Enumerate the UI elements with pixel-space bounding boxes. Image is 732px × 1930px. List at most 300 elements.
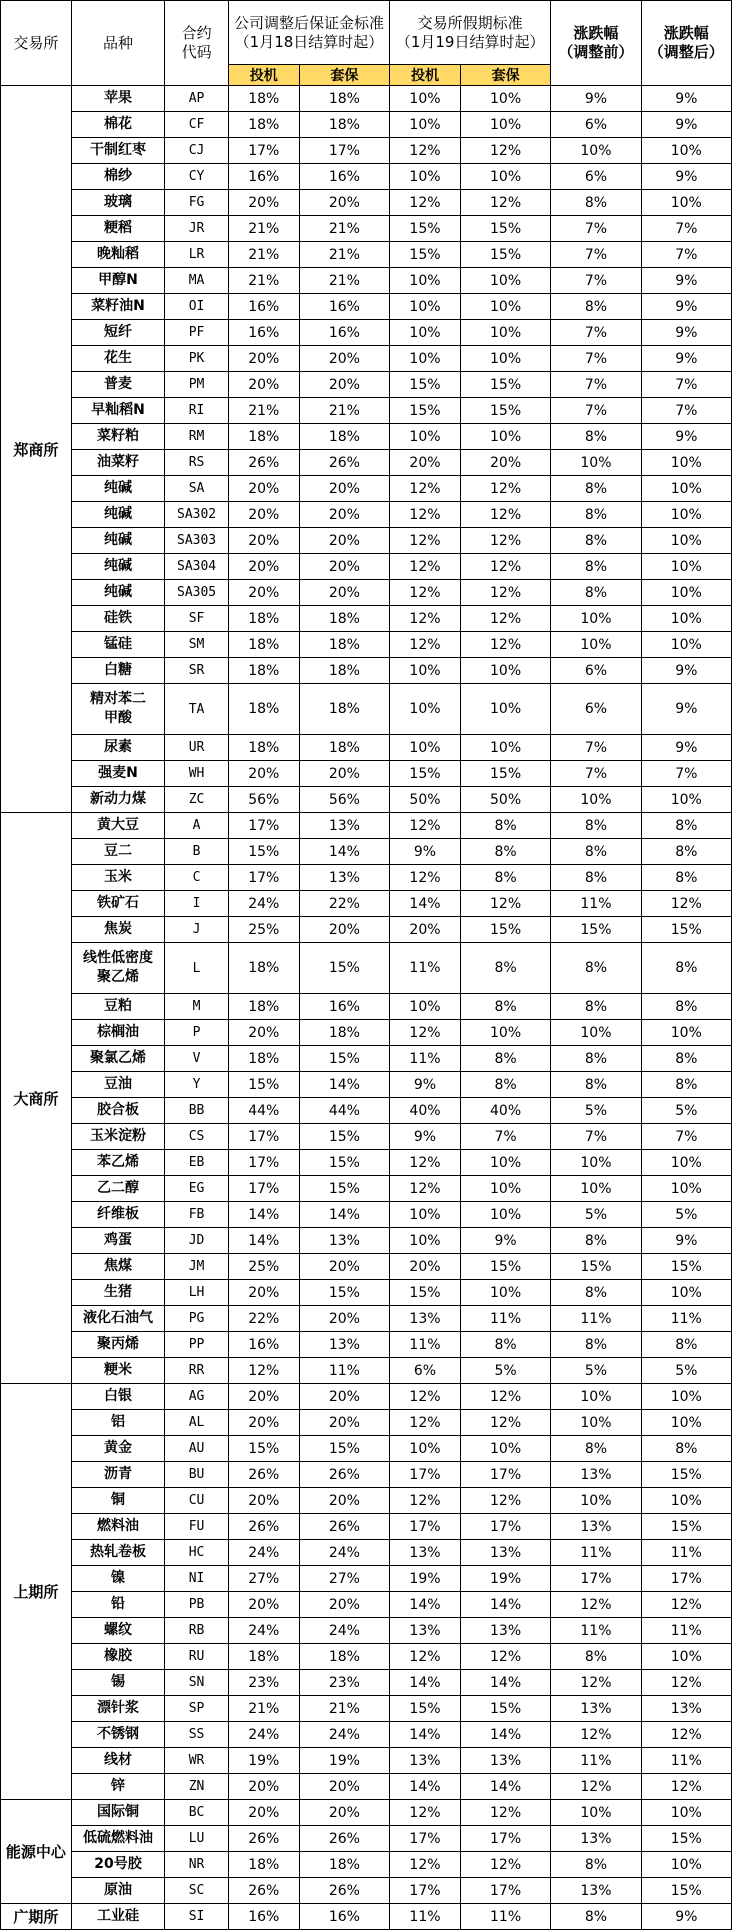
limit-after-cell: 13% <box>641 1696 731 1722</box>
exchange-spec-cell: 9% <box>390 1072 461 1098</box>
limit-after-cell: 5% <box>641 1358 731 1384</box>
product-cell: 粳稻 <box>71 216 164 242</box>
company-hedge-cell: 20% <box>299 502 389 528</box>
limit-before-cell: 7% <box>551 398 641 424</box>
exchange-hedge-cell: 10% <box>460 268 550 294</box>
exchange-hedge-cell: 15% <box>460 761 550 787</box>
exchange-spec-cell: 13% <box>390 1540 461 1566</box>
exchange-hedge-cell: 10% <box>460 1280 550 1306</box>
company-hedge-cell: 14% <box>299 1072 389 1098</box>
company-spec-cell: 25% <box>228 917 299 943</box>
table-row <box>1 1020 732 1046</box>
company-spec-cell: 24% <box>228 1540 299 1566</box>
code-cell: L <box>165 943 229 994</box>
header-limit-before-line1: 涨跌幅 <box>573 24 619 42</box>
company-hedge-cell: 26% <box>299 1826 389 1852</box>
company-spec-cell: 18% <box>228 424 299 450</box>
exchange-hedge-cell: 12% <box>460 1488 550 1514</box>
exchange-hedge-cell: 11% <box>460 1904 550 1930</box>
exchange-spec-cell: 11% <box>390 1046 461 1072</box>
exchange-spec-cell: 10% <box>390 346 461 372</box>
table-row <box>1 216 732 242</box>
table-row <box>1 1540 732 1566</box>
code-cell: RB <box>165 1618 229 1644</box>
product-cell: 热轧卷板 <box>71 1540 164 1566</box>
company-spec-cell: 14% <box>228 1202 299 1228</box>
company-spec-cell: 20% <box>228 1410 299 1436</box>
code-cell: M <box>165 994 229 1020</box>
table-row <box>1 1904 732 1930</box>
subheader-company-spec: 投机 <box>228 65 299 86</box>
company-spec-cell: 18% <box>228 1644 299 1670</box>
limit-before-cell: 10% <box>551 1800 641 1826</box>
table-row <box>1 1228 732 1254</box>
exchange-spec-cell: 13% <box>390 1748 461 1774</box>
limit-before-cell: 6% <box>551 684 641 735</box>
table-row <box>1 320 732 346</box>
table-row <box>1 917 732 943</box>
code-cell: PG <box>165 1306 229 1332</box>
code-cell: J <box>165 917 229 943</box>
code-cell: PB <box>165 1592 229 1618</box>
exchange-hedge-cell: 12% <box>460 1852 550 1878</box>
limit-after-cell: 10% <box>641 1852 731 1878</box>
exchange-spec-cell: 10% <box>390 268 461 294</box>
exchange-spec-cell: 14% <box>390 1774 461 1800</box>
table-row <box>1 1644 732 1670</box>
product-cell: 纯碱 <box>71 476 164 502</box>
exchange-hedge-cell: 10% <box>460 1176 550 1202</box>
table-row <box>1 1774 732 1800</box>
limit-before-cell: 10% <box>551 450 641 476</box>
code-cell: FB <box>165 1202 229 1228</box>
product-cell: 干制红枣 <box>71 138 164 164</box>
exchange-spec-cell: 12% <box>390 1800 461 1826</box>
product-cell: 普麦 <box>71 372 164 398</box>
company-hedge-cell: 20% <box>299 1384 389 1410</box>
company-spec-cell: 17% <box>228 813 299 839</box>
code-cell: NI <box>165 1566 229 1592</box>
exchange-hedge-cell: 12% <box>460 1644 550 1670</box>
limit-before-cell: 8% <box>551 943 641 994</box>
company-hedge-cell: 18% <box>299 86 389 112</box>
table-row <box>1 1566 732 1592</box>
limit-before-cell: 13% <box>551 1514 641 1540</box>
table-row <box>1 684 732 735</box>
limit-before-cell: 13% <box>551 1826 641 1852</box>
code-cell: SM <box>165 632 229 658</box>
table-row <box>1 1722 732 1748</box>
exchange-hedge-cell: 14% <box>460 1592 550 1618</box>
exchange-spec-cell: 12% <box>390 190 461 216</box>
product-cell: 胶合板 <box>71 1098 164 1124</box>
product-cell: 纯碱 <box>71 502 164 528</box>
code-cell: ZC <box>165 787 229 813</box>
code-cell: SA304 <box>165 554 229 580</box>
product-cell: 玻璃 <box>71 190 164 216</box>
limit-after-cell: 9% <box>641 112 731 138</box>
company-spec-cell: 18% <box>228 1046 299 1072</box>
exchange-spec-cell: 19% <box>390 1566 461 1592</box>
product-cell: 粳米 <box>71 1358 164 1384</box>
exchange-hedge-cell: 8% <box>460 943 550 994</box>
limit-before-cell: 8% <box>551 813 641 839</box>
exchange-spec-cell: 10% <box>390 658 461 684</box>
exchange-spec-cell: 12% <box>390 632 461 658</box>
code-cell: AU <box>165 1436 229 1462</box>
product-cell: 聚氯乙烯 <box>71 1046 164 1072</box>
company-hedge-cell: 15% <box>299 943 389 994</box>
exchange-spec-cell: 10% <box>390 684 461 735</box>
exchange-hedge-cell: 8% <box>460 1332 550 1358</box>
limit-before-cell: 11% <box>551 1540 641 1566</box>
limit-before-cell: 8% <box>551 1046 641 1072</box>
exchange-hedge-cell: 8% <box>460 1072 550 1098</box>
product-cell: 白银 <box>71 1384 164 1410</box>
limit-after-cell: 8% <box>641 1436 731 1462</box>
table-row <box>1 1592 732 1618</box>
exchange-hedge-cell: 20% <box>460 450 550 476</box>
limit-before-cell: 12% <box>551 1592 641 1618</box>
header-exchange-holiday-line1: 交易所假期标准 <box>417 13 523 32</box>
product-cell: 焦炭 <box>71 917 164 943</box>
company-hedge-cell: 15% <box>299 1150 389 1176</box>
table-row <box>1 1436 732 1462</box>
exchange-cell: 郑商所 <box>1 86 72 813</box>
company-spec-cell: 18% <box>228 606 299 632</box>
exchange-spec-cell: 40% <box>390 1098 461 1124</box>
company-hedge-cell: 56% <box>299 787 389 813</box>
table-row <box>1 346 732 372</box>
code-cell: AP <box>165 86 229 112</box>
exchange-spec-cell: 15% <box>390 761 461 787</box>
limit-before-cell: 10% <box>551 1020 641 1046</box>
table-row <box>1 1748 732 1774</box>
table-row <box>1 1046 732 1072</box>
table-row <box>1 1202 732 1228</box>
company-hedge-cell: 20% <box>299 917 389 943</box>
company-hedge-cell: 18% <box>299 632 389 658</box>
limit-before-cell: 10% <box>551 1488 641 1514</box>
limit-after-cell: 9% <box>641 1904 731 1930</box>
exchange-hedge-cell: 10% <box>460 735 550 761</box>
company-spec-cell: 20% <box>228 476 299 502</box>
company-spec-cell: 20% <box>228 528 299 554</box>
limit-after-cell: 10% <box>641 632 731 658</box>
exchange-hedge-cell: 17% <box>460 1514 550 1540</box>
table-row <box>1 164 732 190</box>
limit-after-cell: 10% <box>641 606 731 632</box>
limit-after-cell: 8% <box>641 994 731 1020</box>
company-hedge-cell: 18% <box>299 112 389 138</box>
limit-after-cell: 9% <box>641 684 731 735</box>
exchange-spec-cell: 10% <box>390 735 461 761</box>
code-cell: UR <box>165 735 229 761</box>
limit-after-cell: 7% <box>641 761 731 787</box>
table-row <box>1 398 732 424</box>
company-hedge-cell: 15% <box>299 1124 389 1150</box>
company-spec-cell: 18% <box>228 1852 299 1878</box>
limit-after-cell: 9% <box>641 320 731 346</box>
limit-after-cell: 15% <box>641 1826 731 1852</box>
product-name-line: 聚乙烯 <box>97 969 140 985</box>
limit-after-cell: 8% <box>641 839 731 865</box>
exchange-cell: 广期所 <box>1 1904 72 1930</box>
code-cell: Y <box>165 1072 229 1098</box>
table-row <box>1 658 732 684</box>
company-spec-cell: 21% <box>228 216 299 242</box>
company-spec-cell: 21% <box>228 1696 299 1722</box>
company-hedge-cell: 11% <box>299 1358 389 1384</box>
exchange-spec-cell: 20% <box>390 917 461 943</box>
company-spec-cell: 20% <box>228 1774 299 1800</box>
exchange-spec-cell: 14% <box>390 1722 461 1748</box>
exchange-spec-cell: 11% <box>390 943 461 994</box>
exchange-spec-cell: 12% <box>390 1020 461 1046</box>
table-row <box>1 1306 732 1332</box>
company-spec-cell: 20% <box>228 580 299 606</box>
code-cell: SF <box>165 606 229 632</box>
exchange-spec-cell: 12% <box>390 580 461 606</box>
table-row <box>1 1358 732 1384</box>
product-cell: 乙二醇 <box>71 1176 164 1202</box>
table-row <box>1 606 732 632</box>
exchange-hedge-cell: 10% <box>460 346 550 372</box>
limit-after-cell: 15% <box>641 1254 731 1280</box>
limit-before-cell: 8% <box>551 580 641 606</box>
limit-after-cell: 7% <box>641 398 731 424</box>
exchange-hedge-cell: 12% <box>460 1800 550 1826</box>
product-cell <box>71 943 164 994</box>
table-row <box>1 1696 732 1722</box>
company-hedge-cell: 20% <box>299 580 389 606</box>
limit-after-cell: 10% <box>641 1800 731 1826</box>
table-row <box>1 787 732 813</box>
company-hedge-cell: 24% <box>299 1618 389 1644</box>
company-spec-cell: 20% <box>228 761 299 787</box>
limit-after-cell: 9% <box>641 86 731 112</box>
product-cell: 豆油 <box>71 1072 164 1098</box>
limit-after-cell: 10% <box>641 528 731 554</box>
limit-before-cell: 8% <box>551 554 641 580</box>
company-spec-cell: 16% <box>228 164 299 190</box>
company-spec-cell: 21% <box>228 268 299 294</box>
limit-before-cell: 7% <box>551 268 641 294</box>
exchange-spec-cell: 13% <box>390 1618 461 1644</box>
company-spec-cell: 26% <box>228 1826 299 1852</box>
company-spec-cell: 17% <box>228 1124 299 1150</box>
product-cell: 豆粕 <box>71 994 164 1020</box>
exchange-hedge-cell: 8% <box>460 865 550 891</box>
limit-before-cell: 10% <box>551 1384 641 1410</box>
product-cell: 纯碱 <box>71 554 164 580</box>
product-cell: 铅 <box>71 1592 164 1618</box>
company-spec-cell: 20% <box>228 372 299 398</box>
company-hedge-cell: 20% <box>299 372 389 398</box>
exchange-spec-cell: 15% <box>390 372 461 398</box>
limit-before-cell: 7% <box>551 216 641 242</box>
exchange-hedge-cell: 15% <box>460 216 550 242</box>
limit-before-cell: 5% <box>551 1098 641 1124</box>
product-cell: 20号胶 <box>71 1852 164 1878</box>
company-spec-cell: 27% <box>228 1566 299 1592</box>
table-row <box>1 1098 732 1124</box>
exchange-spec-cell: 12% <box>390 1644 461 1670</box>
company-hedge-cell: 26% <box>299 1462 389 1488</box>
table-row <box>1 943 732 994</box>
exchange-hedge-cell: 14% <box>460 1722 550 1748</box>
table-row <box>1 1384 732 1410</box>
limit-after-cell: 8% <box>641 1072 731 1098</box>
limit-after-cell: 10% <box>641 1176 731 1202</box>
exchange-cell: 能源中心 <box>1 1800 72 1904</box>
code-cell: JR <box>165 216 229 242</box>
company-hedge-cell: 15% <box>299 1436 389 1462</box>
limit-before-cell: 5% <box>551 1358 641 1384</box>
limit-after-cell: 8% <box>641 1332 731 1358</box>
product-cell: 纯碱 <box>71 580 164 606</box>
table-row <box>1 580 732 606</box>
product-cell: 短纤 <box>71 320 164 346</box>
table-row <box>1 994 732 1020</box>
product-cell: 燃料油 <box>71 1514 164 1540</box>
limit-before-cell: 8% <box>551 1436 641 1462</box>
code-cell: RM <box>165 424 229 450</box>
table-row <box>1 112 732 138</box>
table-row <box>1 138 732 164</box>
table-row <box>1 476 732 502</box>
table-row <box>1 1852 732 1878</box>
company-spec-cell: 21% <box>228 398 299 424</box>
limit-after-cell: 8% <box>641 813 731 839</box>
code-cell: BC <box>165 1800 229 1826</box>
company-spec-cell: 26% <box>228 1462 299 1488</box>
code-cell: PM <box>165 372 229 398</box>
company-hedge-cell: 16% <box>299 1904 389 1930</box>
exchange-spec-cell: 14% <box>390 1670 461 1696</box>
table-row <box>1 632 732 658</box>
exchange-hedge-cell: 50% <box>460 787 550 813</box>
company-hedge-cell: 17% <box>299 138 389 164</box>
limit-after-cell: 17% <box>641 1566 731 1592</box>
limit-after-cell: 11% <box>641 1306 731 1332</box>
table-row <box>1 268 732 294</box>
exchange-spec-cell: 12% <box>390 1176 461 1202</box>
limit-after-cell: 10% <box>641 502 731 528</box>
company-hedge-cell: 18% <box>299 1852 389 1878</box>
company-spec-cell: 17% <box>228 1176 299 1202</box>
exchange-spec-cell: 10% <box>390 112 461 138</box>
exchange-spec-cell: 6% <box>390 1358 461 1384</box>
limit-after-cell: 9% <box>641 658 731 684</box>
exchange-hedge-cell: 10% <box>460 112 550 138</box>
code-cell: A <box>165 813 229 839</box>
code-cell: SS <box>165 1722 229 1748</box>
limit-before-cell: 15% <box>551 1254 641 1280</box>
limit-after-cell: 8% <box>641 943 731 994</box>
product-cell: 纯碱 <box>71 528 164 554</box>
header-exchange-holiday <box>390 1 551 65</box>
exchange-spec-cell: 12% <box>390 813 461 839</box>
company-hedge-cell: 44% <box>299 1098 389 1124</box>
company-hedge-cell: 14% <box>299 839 389 865</box>
company-spec-cell: 18% <box>228 658 299 684</box>
code-cell: CJ <box>165 138 229 164</box>
company-hedge-cell: 18% <box>299 1644 389 1670</box>
product-cell: 苹果 <box>71 86 164 112</box>
limit-before-cell: 8% <box>551 865 641 891</box>
exchange-spec-cell: 12% <box>390 1410 461 1436</box>
table-row <box>1 502 732 528</box>
code-cell: P <box>165 1020 229 1046</box>
product-cell: 黄金 <box>71 1436 164 1462</box>
limit-after-cell: 10% <box>641 1644 731 1670</box>
company-spec-cell: 18% <box>228 684 299 735</box>
exchange-hedge-cell: 19% <box>460 1566 550 1592</box>
code-cell: RU <box>165 1644 229 1670</box>
company-spec-cell: 17% <box>228 138 299 164</box>
limit-before-cell: 8% <box>551 1228 641 1254</box>
exchange-spec-cell: 17% <box>390 1878 461 1904</box>
table-row <box>1 1072 732 1098</box>
company-hedge-cell: 18% <box>299 424 389 450</box>
company-spec-cell: 20% <box>228 1384 299 1410</box>
table-row <box>1 1176 732 1202</box>
company-spec-cell: 20% <box>228 190 299 216</box>
company-hedge-cell: 13% <box>299 1332 389 1358</box>
company-hedge-cell: 21% <box>299 242 389 268</box>
limit-before-cell: 7% <box>551 761 641 787</box>
product-cell: 铝 <box>71 1410 164 1436</box>
exchange-hedge-cell: 13% <box>460 1540 550 1566</box>
company-spec-cell: 24% <box>228 1618 299 1644</box>
limit-after-cell: 7% <box>641 242 731 268</box>
limit-after-cell: 10% <box>641 1384 731 1410</box>
limit-before-cell: 8% <box>551 424 641 450</box>
table-body <box>1 86 732 1930</box>
company-hedge-cell: 18% <box>299 606 389 632</box>
product-cell: 甲醇N <box>71 268 164 294</box>
limit-after-cell: 9% <box>641 346 731 372</box>
company-hedge-cell: 27% <box>299 1566 389 1592</box>
subheader-exchange-spec: 投机 <box>390 65 461 86</box>
company-hedge-cell: 21% <box>299 1696 389 1722</box>
exchange-spec-cell: 15% <box>390 1696 461 1722</box>
exchange-hedge-cell: 10% <box>460 658 550 684</box>
header-code-line1: 合约 <box>181 24 212 42</box>
code-cell: EB <box>165 1150 229 1176</box>
product-cell: 生猪 <box>71 1280 164 1306</box>
product-cell <box>71 684 164 735</box>
limit-after-cell: 7% <box>641 372 731 398</box>
table-row <box>1 1254 732 1280</box>
company-spec-cell: 21% <box>228 242 299 268</box>
limit-after-cell: 10% <box>641 450 731 476</box>
limit-before-cell: 11% <box>551 1748 641 1774</box>
limit-before-cell: 6% <box>551 658 641 684</box>
product-cell: 白糖 <box>71 658 164 684</box>
limit-after-cell: 8% <box>641 1046 731 1072</box>
code-cell: V <box>165 1046 229 1072</box>
limit-after-cell: 5% <box>641 1098 731 1124</box>
product-cell: 尿素 <box>71 735 164 761</box>
table-row <box>1 86 732 112</box>
exchange-spec-cell: 14% <box>390 891 461 917</box>
table-row <box>1 1124 732 1150</box>
limit-before-cell: 8% <box>551 1332 641 1358</box>
limit-before-cell: 7% <box>551 372 641 398</box>
limit-after-cell: 12% <box>641 1722 731 1748</box>
